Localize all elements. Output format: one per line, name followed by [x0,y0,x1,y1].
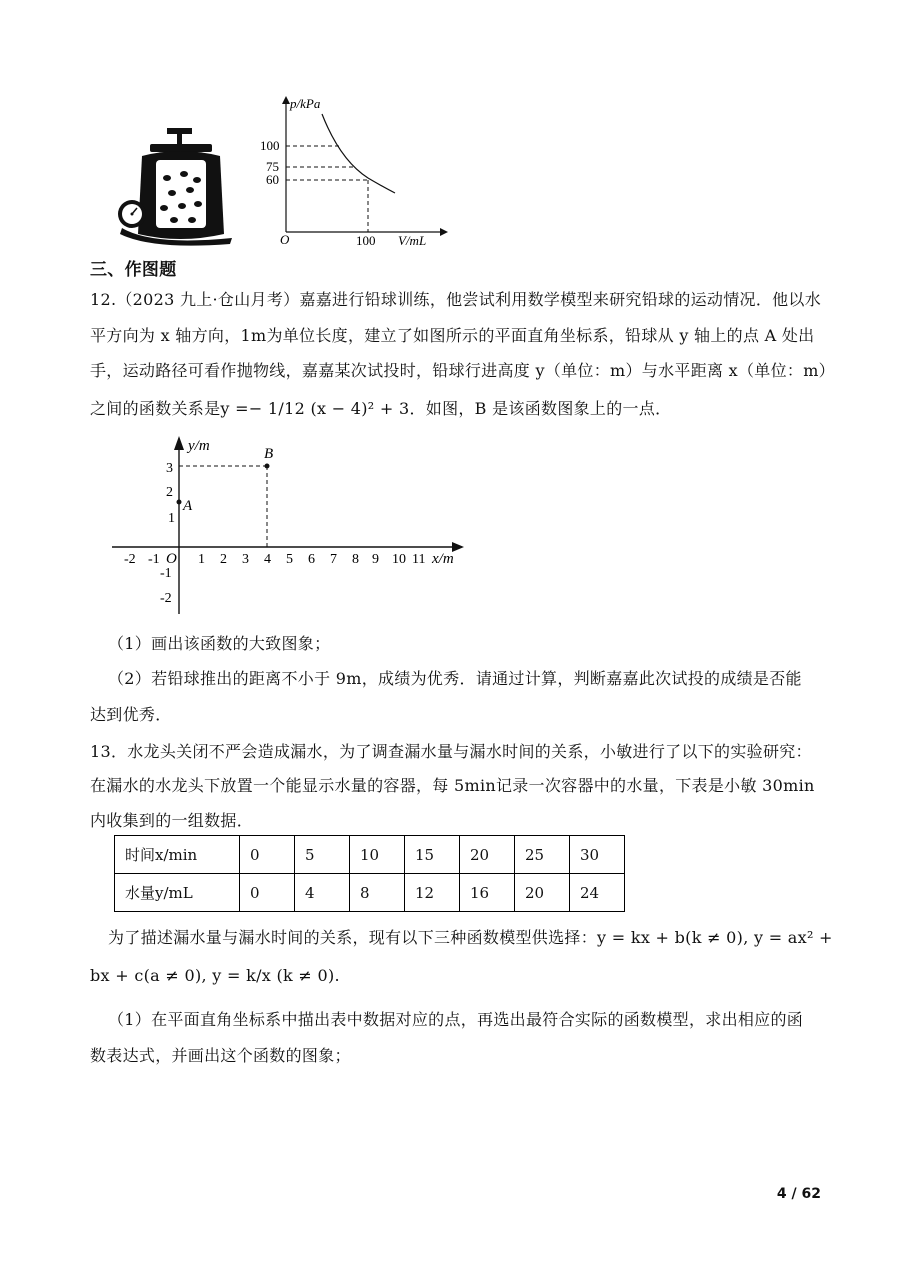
fig1-x-label: V/mL [398,233,427,248]
fig1-x-tick: 100 [356,233,376,248]
q12-formula: y =− 1/12 (x − 4)² + 3 [220,399,410,418]
water-leak-table [114,835,625,912]
point-b-label: B [264,446,274,462]
table-cell: 16 [460,874,515,912]
q12-line-4-pre: 之间的函数关系是 [90,399,221,418]
table-cell: 5 [295,836,350,874]
x-tick: -1 [148,552,160,567]
x-tick: -2 [124,552,136,567]
q13-part-1-line-1: （1）在平面直角坐标系中描出表中数据对应的点，再选出最符合实际的函数模型，求出相应的函 [108,1010,804,1029]
x-tick: 6 [308,552,315,567]
x-tick: 8 [352,552,359,567]
fig1-y-tick: 100 [260,138,280,153]
pressure-volume-graph [250,92,450,252]
table-cell: 20 [460,836,515,874]
x-tick: 1 [198,552,205,567]
q13-models-line-2: bx + c(a ≠ 0), y = k/x (k ≠ 0). [90,966,340,985]
table-cell: 30 [570,836,625,874]
graph2-x-label: x/m [432,551,454,567]
q13-part-1-line-2: 数表达式，并画出这个函数的图象； [90,1046,351,1065]
x-tick: 9 [372,552,379,567]
graph2-origin: O [166,551,177,567]
q12-line-4 [90,396,671,419]
table-header-time: 时间x/min [115,836,240,874]
q12-part-2-line-2: 达到优秀． [90,705,172,724]
q13-line-2: 在漏水的水龙头下放置一个能显示水量的容器，每 5min记录一次容器中的水量，下表是小敏 30min [90,776,815,795]
table-cell: 8 [350,874,405,912]
fig1-y-label: p/kPa [290,96,321,111]
section-heading: 三、作图题 [90,260,177,280]
shotput-coordinate-graph [112,432,472,620]
x-tick: 7 [330,552,337,567]
q12-part-1: （1）画出该函数的大致图象； [108,634,331,653]
q12-line-3: 手，运动路径可看作抛物线，嘉嘉某次试投时，铅球行进高度 y（单位：m）与水平距离 x（单位：m） [90,361,835,380]
x-tick: 10 [392,552,406,567]
q12-line-4-post: ．如图，B 是该函数图象上的一点． [409,399,672,418]
apparatus-illustration [112,128,242,246]
q13-line-3: 内收集到的一组数据． [90,811,254,830]
q12-part-2-line-1: （2）若铅球推出的距离不小于 9m，成绩为优秀．请通过计算，判断嘉嘉此次试投的成绩是否能 [108,669,802,688]
q13-models-line-1: 为了描述漏水量与漏水时间的关系，现有以下三种函数模型供选择：y = kx + b(k ≠ 0), y = ax² + [108,928,833,947]
point-b [265,464,270,469]
x-tick: 2 [220,552,227,567]
y-tick: -2 [160,591,172,606]
point-a [177,500,182,505]
fig1-y-tick: 60 [266,172,279,187]
page-number: 4 / 62 [776,1186,821,1202]
table-cell: 25 [515,836,570,874]
table-cell: 0 [240,836,295,874]
table-row [115,836,625,874]
point-a-label: A [183,498,193,514]
table-row [115,874,625,912]
x-tick: 3 [242,552,249,567]
x-tick: 5 [286,552,293,567]
x-tick: 4 [264,552,271,567]
table-cell: 24 [570,874,625,912]
table-cell: 0 [240,874,295,912]
y-tick: 1 [168,511,175,526]
table-cell: 4 [295,874,350,912]
y-tick: 2 [166,485,173,500]
graph2-y-label: y/m [188,438,210,454]
table-header-volume: 水量y/mL [115,874,240,912]
table-cell: 15 [405,836,460,874]
table-cell: 10 [350,836,405,874]
x-tick: 11 [412,552,426,567]
q13-line-1: 13．水龙头关闭不严会造成漏水，为了调查漏水量与漏水时间的关系，小敏进行了以下的实验研究： [90,742,812,761]
table-cell: 20 [515,874,570,912]
fig1-origin: O [280,232,290,247]
table-cell: 12 [405,874,460,912]
q12-line-1: 12.（2023 九上·仓山月考）嘉嘉进行铅球训练，他尝试利用数学模型来研究铅球的运动情况．他以水 [90,290,822,309]
y-tick: -1 [160,566,172,581]
fig1-y-tick: 75 [266,159,279,174]
y-tick: 3 [166,461,173,476]
q12-line-2: 平方向为 x 轴方向，1m为单位长度，建立了如图所示的平面直角坐标系，铅球从 y 轴上的点 A 处出 [90,326,815,345]
